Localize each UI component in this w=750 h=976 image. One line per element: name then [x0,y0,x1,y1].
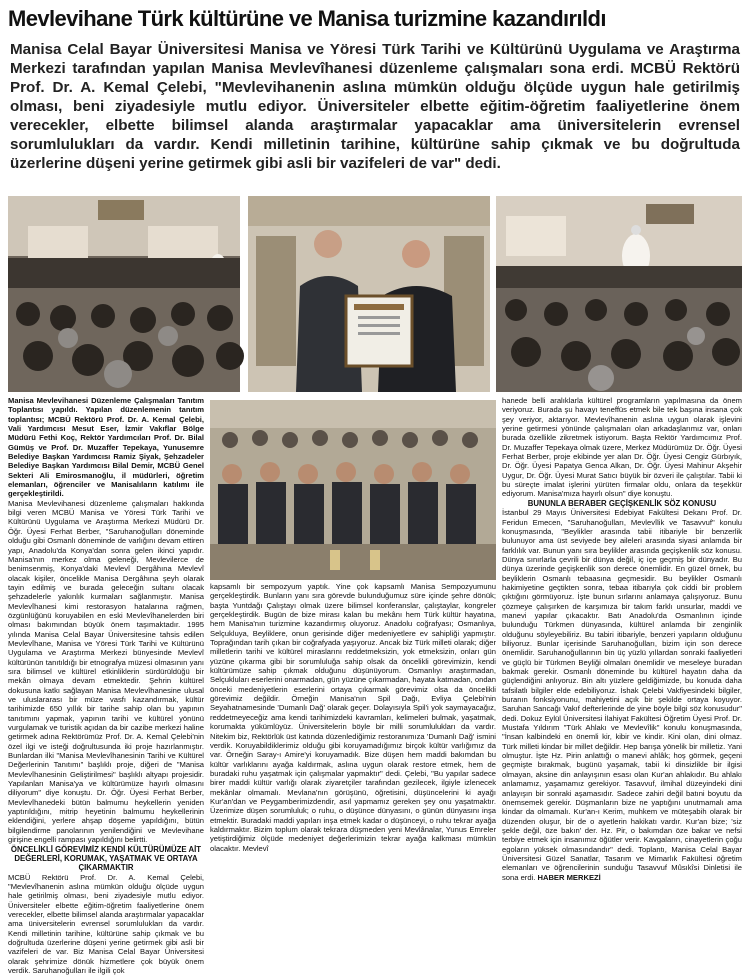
article-body-part-4: hanede belli aralıklarla kültürel programların yapılmasına da önem veriyoruz. Burada şu havayı teneffüs etmek bile tek başına insana çok şey veriyor, aktarıyor. Mevlevîhanenin aslına uygun olarak işlevini yerine getirmesi yönünde çalışmaları olan arkadaşlarımız var, onları burada özellikle zikretmek istiyorum. Başta Rektör Yardımcımız Prof. Dr. Muzaffer Tepekaya olmak üzere, Merkez Müdürümüz Dr. Öğr. Üyesi Ferhat Berber, proje ekibinde yer alan Dr. Öğr. Üyesi Cengiz Gürbıyık, Dr. Öğr. Üyesi Papatya Genca Alkan, Dr. Öğr. Üyesi Mahinur Akşehir Uygur, Dr. Öğr. Üyesi Murat Satıcı büyük bir özveri ile çalıştılar. Tabii ki bu süreçte imalat işlerini yürüten firmalar oldu, onlara da teşekkür ediyorum. Manisa'mıza hayırlı olsun" diye konuştu. [502,396,742,499]
photo-plaque-presentation [248,196,490,392]
article-body-part-3: kapsamlı bir sempozyum yaptık. Yine çok kapsamlı Manisa Sempozyumunu gerçekleştirdik. Bunların yanı sıra görevde bulunduğumuz süre içinde şehre dönük; başta Yuntdağı Çalıştayı olmak üzere bilimsel konferanslar, çalıştaylar, kongreler gerçekleştirdik. Bugün de bize mirası kalan bu mekânı hem Türk kültür hayatına, hem Manisa'nın turizmine kazandırmış oluyoruz. Anadolu coğrafyası; Osmanlıya, Selçukluya, Beyliklere, onun gerisinde diğer medeniyetlere ev sahipliği yapmıştır. Toprağından tarih çıkan bir coğrafyada yaşıyoruz. Ancak biz Türk milleti olarak; diğer milletlerin tarihi ve kültürel miraslarını reddetmeksizin, yok etmeksizin, onları gün yüzüne çıkarma gibi bir sorumluluğa sahip olsak da öncelikli görevimizin, kendi kültürümüze sahip çıkmak olduğunu düşünüyorum. Osmanlıyı araştırmadan, Selçukluları eserlerini onarmadan, gün yüzüne çıkarmadan, hayata katmadan, ondan önceki medeniyetlerin eserlerini ortaya çıkarmak görevimiz olsa da öncelikli görevimiz değildir. Örneğin Manisa'nın Spil Dağı, Evliya Çelebi'nin Seyahatnamesinde 'Dumanlı Dağ' olarak geçer. Dolayısıyla Spil'i yok saymayacağız, reddetmeyeceğiz ama kendi tarihimizdeki kavramları, kelimeleri bulmak, yaşatmak, korumakta yükümlüyüz. Üniversitelerin böyle bir milli sorumlulukları da vardır. Nitekim biz, Rektörlük üst katında düzenlediğimiz restoranımıza 'Dumanlı Dağ' ismini verdik. Koruyabildiklerimiz olduğu gibi koruyamadığımız birçok kültür varlığımız da var. Örneğin Saray-ı Amire'yi koruyamadık. Bize düşen hem maddi bakımdan bu kültür varlıklarını ayağa kaldırmak, aslına uygun olarak restore etmek, hem de buradaki ruhu yaşatmak için çalışmalar yapmaktır" dedi. Çelebi, "Bu yapılar sadece birer maddi kültür varlığı olarak ziyaretçiler tarafından gezilecek, ilgiyle izlenecek mekânlar olmamalı. Mevlana'nın görüşünü, öğretisini, düşüncelerini ki ayağı Kur'an'dan ve Peygamberimizdendir, asıl yapmamız gereken şey onu yaşatmaktır. Üzerimize düşen sorumluluk; o ruhu, o düşünce dünyasını, o günün dünyasını inşa etmektir. Buradaki maddi yapıları inşa etmek kadar o düşünceyi, o ruhu tekrar ayağa kaldırmaktır. Bizim toplum olarak tekrara düşmeden yeni Mevlânalar, Yunus Emreler yetiştirdiğimiz ölçüde medeniyet değerlerimizin tekrar ayağa kalkması mümkün olacaktır. Mevlevî [210,582,496,853]
column-middle [210,582,496,958]
article-body-part-5: İstanbul 29 Mayıs Üniversitesi Edebiyat Fakültesi Dekanı Prof. Dr. Feridun Emecen, "Saruhanoğulları, Mevlevîlik ve Tasavvuf" konulu konuşmasında, "Beylikler arasında tabii itibariyle bir benzerlik bulunuyor ama üst seviyede bey aileleri arasında siyasi anlamda bir farklılık var. Bunun yanı sıra beylikler arasında geçişkenlik söz konusu. Dünya sınırlarla çevrili bir dünya değil, iç içe geçmiş bir dünyadır. Bu dünya üzerinde geçişkenlik son derece önemlidir. En güzel örnek, bu beyliklerin Osmanlı tebaasına geçmesidir. Bu beylikler Osmanlı hakimiyetine geçtikten sonra, tebaa itibarıyla çok ciddi bir problem çıktığını görmüyoruz. İşte bunun sırlarını anlamaya çalışıyoruz. Bunu çözmeye çalışırken de karşımıza bir takım farklı unsurlar, maddi ve manevi yapılar çıkacaktır. Batı Anadolu'da Osmanlının içinde bulunduğu Türkmen dünyasında, kültürel anlamda bir zenginlik olduğunu söyleyebiliriz. Bu tabiri itibariyle, benzeri yapıların olduğunu biliyoruz. Bunlar içerisinde Saruhanoğulları, bizim için son derece önemlidir. Saruhanoğullarının bin üç yüzlü yıllardan sonraki faaliyetleri ve güçlü bir Türkmen Beyliği olmaları önemlidir ve meseleye buradan bakmak gerekir. Osmanlı döneminde bu kültürel hayatın daha da güçlendiğini anlıyoruz. Bin altı yüzlere geldiğimizde, bu konuda daha tafsilatlı bilgiler elde edebiliyoruz. İshak Çelebi Vakfiyesindeki bilgiler, buranın fonksiyonunu, mahiyetini açık bir şekilde ortaya koyuyor. Saruhan Sancağı Vakıf defterlerinde de yine böyle bilgi söz konusudur" dedi. Dokuz Eylül Üniversitesi İlahiyat Fakültesi Öğretim Üyesi Prof. Dr. Mustafa Yıldırım "Türk Ahlakı ve Mevlevîlik" konulu konuşmasında, "İnsan kalbindeki en önemli kir, kibir ve kindir. Kini olan, dini olmaz. Türk milleti kindar bir millet değildir. Hep barışa yönelik bir milletiz. Yani olmuştur. İşte Hz. Pirin anlattığı o manevi ahlâk; hoş görmek, geçeni geçmişte bırakmak, bugünü yaşamak, tabii ki dinsizlikle bir ilgisi olmayan, aksine din anlayışının esası olan Kur'an ahlakıdır. Bu ahlakı anlamamız, yaşamamız gerekiyor. Tasavvuf, ilmihal düzeyindeki dini anlayışın bir sonraki aşamasıdır. Sadece zahiri değil batıni boyutu da önemsemek gerekir. Düşmanların bize ne yaptığını unutmamalı ama kindar da olmamalı. Kur'an-ı Kerim, muhkem ve müteşabih olarak bir düzenden oluşur, bir de o ayetlerin hakikatı vardır. Kur'an bize; 'siz şekle değil, öze bakın' der. Hz. Pir, o bakımdan öze bakar ve nefsi terbiye etmek için insanımız öğütler verir. Kavgaların, cinayetlerin çoğu egoların yüksek olmasındandır" dedi. Toplantı, Manisa Celal Bayar Üniversitesi Güzel Sanatlar, Tasarım ve Mimarlık Fakültesi öğretim elemanları ve öğrencilerinin sunduğu Tasavvuf Mûsıkîsi Dinletisi ile sona erdi. [502,508,742,882]
photo-sema-audience [496,196,742,392]
subheading-1: ÖNCELİKLİ GÖREVİMİZ KENDİ KÜLTÜRÜMÜZE AİT DEĞERLERİ, KORUMAK, YAŞATMAK VE ORTAYA ÇIKARMAKTIR [10,844,202,873]
signoff: HABER MERKEZİ [537,872,601,882]
lead-paragraph: Manisa Celal Bayar Üniversitesi Manisa ve Yöresi Türk Tarihi ve Kültürünü Uygulama ve Araştırma Merkezi tarafından yapılan Manisa Mevlevîhanesi düzenleme çalışmaları sona erdi. MCBÜ Rektörü Prof. Dr. A. Kemal Çelebi, "Mevlevihanenin aslına mümkün olduğu ölçüde uygun hale getirilmiş olması, beni ziyadesiyle mutlu ediyor. Üniversiteler elbette eğitim-öğretim faaliyetlerine önem verecekler, elbette bilimsel alanda araştırmalar yapacaklar ama üniversitelerin evrensel sorumlulukları da vardır. Kendi milletinin tarihine, kültürüne sahip çıkmak ve bu doğrultuda üzerlerine düşeni yerine getirmek gibi asli bir vazifeleri de var" dedi. [10,41,740,172]
article-body-part-1: Manisa Mevlevihanesi düzenleme çalışmaları hakkında bilgi veren MCBÜ Manisa ve Yöresi Türk Tarihi ve Kültürünü Uygulama ve Araştırma Merkezi Müdürü Dr. Öğr. Üyesi Ferhat Berber, "Saruhanoğulları döneminde olduğu gibi Osmanlı döneminde de varlığını devam ettiren yapı, Anadolu'da Konya'dan sonra gelen ikinci yapıdır. Manisa'nın merkez olma geleneği, Mevlevilerce de benimsenmiş, Konya'daki Mevlevî Dergâhına Mevlevî olacak kişiler, öncelikle Manisa Dergâhına şeyh olarak tayin edilmiş ve burada geleceğin sultanı olacak şehzadelerle yakınlık kurmaları sağlanmıştır. Manisa Mevlevîhanesi kimi restorasyon hatalarına rağmen, özgünlüğünü koruyabilen en eski Mevlevîhanelerden biri olması bakımından büyük önem taşımaktadır. 1995 yılında Manisa Celal Bayar Üniversitesine tahsis edilen Mevlevîhane, Manisa ve Yöresi Türk Tarihi ve Kültürünü Uygulama ve Araştırma Merkezi bünyesinde Mevlevî kültürünün tanıtıldığı bir etnografya müzesi olmasının yanı sıra bilimsel ve kültürel etkinliklerin sürdürüldüğü bir mekân olmaya devam etmektedir. Şehrin kültürel dokusuna katkı sağlayan Manisa Mevlevîhanesine ulusal ve uluslararası bir müze vasfı kazandırmak, kültür tarihimizde 650 yıllık bir tarihe sahip olan bu yapının tanıtımını yapmak, yapının tarihi ve kültürel yönünü vurgulamak ve turistik açıdan da bir cazibe merkezi haline getirmek adına Rektörümüz Prof. Dr. A. Kemal Çelebi'nin özel ilgi ve isteği doğrultusunda iki proje hazırlanmıştır. Bunlardan ilki "Manisa Mevlevîhanesinin Tarihi ve Kültürel Değerlerinin Tanıtımı" başlıklı proje, diğeri de "Manisa Mevlevîhanesinin Geliştirilmesi" başlıklı altyapı projesidir. Yapılanları Manisa'ya ve kültürümüze hayırlı olmasını diliyorum" diye konuştu. Dr. Öğr. Üyesi Ferhat Berber, Mevlevîhanedeki bütün balmumu heykellerin yeniden yaptırıldığını, mitrip heyetinin balmumu heykellerinin eklendiğini, yerlere ahşap döşeme yapıldığını, bütün bilgilendirme panolarının yenilendiğini ve Mevlevihane girişine engelli rampası yapıldığını belirtti. [8,498,204,845]
headline: Mevlevihane Türk kültürüne ve Manisa turizmine kazandırıldı [8,6,606,31]
article-body-part-2: MCBÜ Rektörü Prof. Dr. A. Kemal Çelebi, "Mevlevîhanenin aslına mümkün olduğu ölçüde uygun hale getirilmiş olması, beni ziyadesiyle mutlu ediyor. Üniversiteler elbette eğitim-öğretim faaliyetlerine önem verecekler, elbette bilimsel alanda araştırmalar yapacaklar ama üniversitelerin evrensel sorumlulukları da vardır. Kendi milletinin tarihine, kültürüne sahip çıkmak ve bu doğrultuda üzerlerine düşeni yerine getirmek gibi asli bir vazifeleri de var. Biz Manisa Celal Bayar Üniversitesi olarak şehrimize dönük hizmetlere çok büyük önem verdik. Saruhanoğulları ile ilgili çok [8,872,204,976]
photo-dervish-ceremony [8,196,240,392]
photo-caption: Manisa Mevlevihanesi Düzenleme Çalışmaları Tanıtım Toplantısı yapıldı. Yapılan düzenlemenin tanıtım toplantısı; MCBÜ Rektörü Prof. Dr. A. Kemal Çelebi, Vali Yardımcısı Mesut Eser, İzmir Vakıflar Bölge Müdürü Fethi Koç, Rektör Yardımcıları Prof. Dr. Bilal Gümüş ve Prof. Dr. Muzaffer Tepekaya, Yunusemre Belediye Başkan Yardımcısı Ramiz Şiyak, Şehzadeler Belediye Başkan Yardımcısı Bilal Demir, MCBÜ Genel Sekteri Ali Emirosmanoğlu, il müdürleri, öğretim elemanları, öğrenciler ve Manisalıların katılımı ile gerçekleştirildi. [8,396,204,499]
column-right [502,396,742,958]
subheading-2: BUNUNLA BERABER GEÇİŞKENLİK SÖZ KONUSU [527,498,717,508]
photo-officials-front-row [210,400,496,580]
column-left [8,396,204,976]
